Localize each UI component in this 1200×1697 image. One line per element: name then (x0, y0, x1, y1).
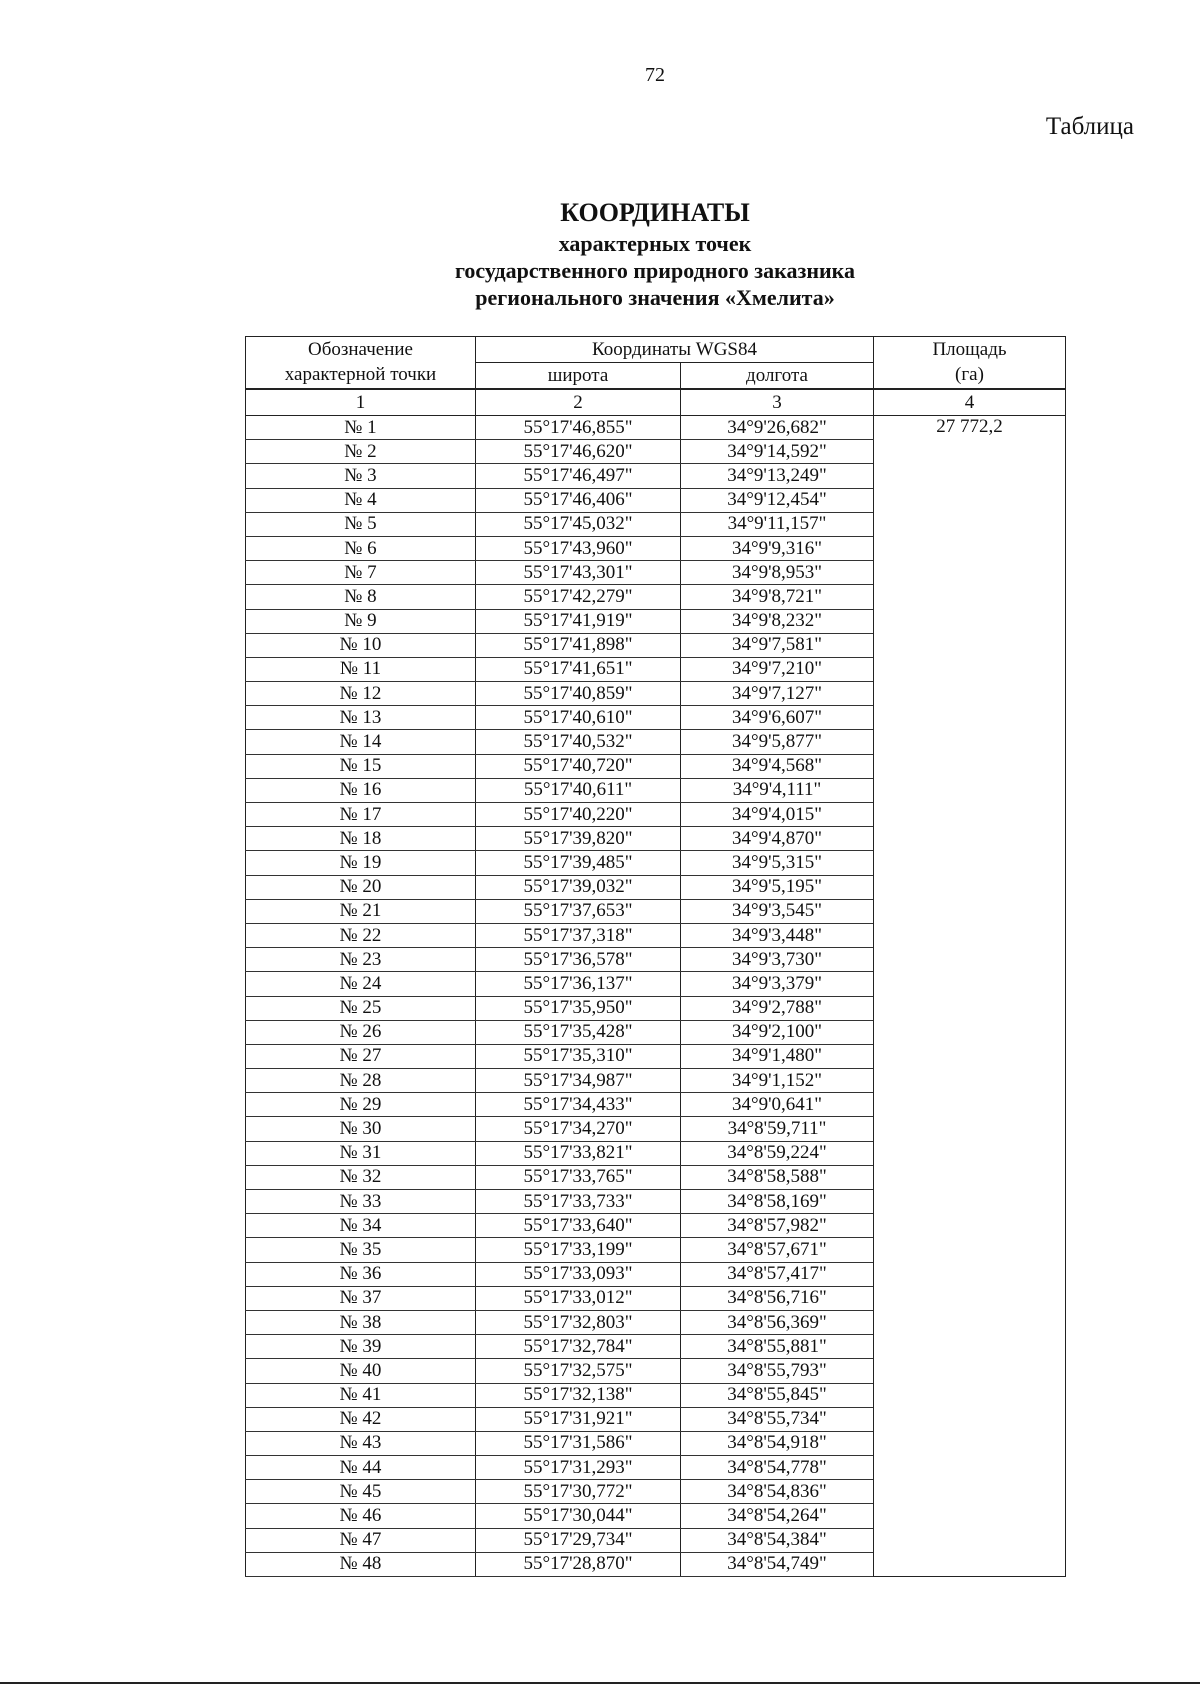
longitude-cell: 34°9'2,788" (681, 996, 874, 1020)
longitude-cell: 34°8'54,384" (681, 1528, 874, 1552)
point-cell: № 36 (246, 1262, 476, 1286)
point-cell: № 33 (246, 1190, 476, 1214)
latitude-cell: 55°17'46,497" (476, 464, 681, 488)
latitude-cell: 55°17'31,586" (476, 1431, 681, 1455)
point-cell: № 7 (246, 561, 476, 585)
longitude-cell: 34°9'7,210" (681, 657, 874, 681)
longitude-cell: 34°9'5,315" (681, 851, 874, 875)
point-cell: № 17 (246, 803, 476, 827)
point-cell: № 32 (246, 1165, 476, 1189)
latitude-cell: 55°17'32,784" (476, 1335, 681, 1359)
latitude-cell: 55°17'36,578" (476, 948, 681, 972)
longitude-cell: 34°8'56,716" (681, 1286, 874, 1310)
longitude-cell: 34°9'5,877" (681, 730, 874, 754)
longitude-cell: 34°9'2,100" (681, 1020, 874, 1044)
longitude-cell: 34°8'54,778" (681, 1456, 874, 1480)
longitude-cell: 34°8'59,224" (681, 1141, 874, 1165)
longitude-cell: 34°8'56,369" (681, 1310, 874, 1334)
latitude-cell: 55°17'45,032" (476, 512, 681, 536)
header-coords: Координаты WGS84 (476, 337, 874, 363)
title-line-1: КООРДИНАТЫ (560, 198, 750, 227)
header-point (246, 337, 476, 390)
latitude-cell: 55°17'43,301" (476, 561, 681, 585)
latitude-cell: 55°17'39,032" (476, 875, 681, 899)
latitude-cell: 55°17'46,855" (476, 416, 681, 440)
longitude-cell: 34°8'54,836" (681, 1480, 874, 1504)
point-cell: № 5 (246, 512, 476, 536)
latitude-cell: 55°17'40,532" (476, 730, 681, 754)
coordinates-table (245, 336, 1066, 1577)
latitude-cell: 55°17'40,611" (476, 778, 681, 802)
point-cell: № 39 (246, 1335, 476, 1359)
point-cell: № 9 (246, 609, 476, 633)
point-cell: № 3 (246, 464, 476, 488)
longitude-cell: 34°9'5,195" (681, 875, 874, 899)
point-cell: № 13 (246, 706, 476, 730)
latitude-cell: 55°17'37,653" (476, 899, 681, 923)
latitude-cell: 55°17'30,044" (476, 1504, 681, 1528)
point-cell: № 45 (246, 1480, 476, 1504)
longitude-cell: 34°9'9,316" (681, 536, 874, 560)
latitude-cell: 55°17'41,898" (476, 633, 681, 657)
latitude-cell: 55°17'39,820" (476, 827, 681, 851)
bottom-rule (0, 1682, 1200, 1684)
header-lon: долгота (681, 363, 874, 390)
longitude-cell: 34°8'54,264" (681, 1504, 874, 1528)
title-line-4: регионального значения «Хмелита» (475, 285, 835, 310)
longitude-cell: 34°8'58,169" (681, 1190, 874, 1214)
longitude-cell: 34°8'55,881" (681, 1335, 874, 1359)
point-cell: № 42 (246, 1407, 476, 1431)
longitude-cell: 34°9'13,249" (681, 464, 874, 488)
latitude-cell: 55°17'32,575" (476, 1359, 681, 1383)
point-cell: № 28 (246, 1069, 476, 1093)
longitude-cell: 34°9'0,641" (681, 1093, 874, 1117)
point-cell: № 19 (246, 851, 476, 875)
longitude-cell: 34°8'55,793" (681, 1359, 874, 1383)
column-number: 2 (476, 389, 681, 416)
latitude-cell: 55°17'32,138" (476, 1383, 681, 1407)
header-point-line-1: Обозначение (308, 339, 413, 360)
latitude-cell: 55°17'28,870" (476, 1552, 681, 1576)
longitude-cell: 34°9'7,127" (681, 682, 874, 706)
latitude-cell: 55°17'31,293" (476, 1456, 681, 1480)
point-cell: № 21 (246, 899, 476, 923)
latitude-cell: 55°17'35,428" (476, 1020, 681, 1044)
longitude-cell: 34°9'12,454" (681, 488, 874, 512)
latitude-cell: 55°17'32,803" (476, 1310, 681, 1334)
point-cell: № 29 (246, 1093, 476, 1117)
latitude-cell: 55°17'40,859" (476, 682, 681, 706)
point-cell: № 2 (246, 440, 476, 464)
longitude-cell: 34°9'8,953" (681, 561, 874, 585)
header-lat: широта (476, 363, 681, 390)
point-cell: № 48 (246, 1552, 476, 1576)
latitude-cell: 55°17'35,310" (476, 1044, 681, 1068)
longitude-cell: 34°9'8,721" (681, 585, 874, 609)
latitude-cell: 55°17'40,610" (476, 706, 681, 730)
point-cell: № 30 (246, 1117, 476, 1141)
point-cell: № 6 (246, 536, 476, 560)
page-number: 72 (645, 64, 665, 86)
area-cell: 27 772,2 (874, 416, 1066, 1577)
latitude-cell: 55°17'43,960" (476, 536, 681, 560)
point-cell: № 22 (246, 923, 476, 947)
column-number: 3 (681, 389, 874, 416)
latitude-cell: 55°17'39,485" (476, 851, 681, 875)
point-cell: № 18 (246, 827, 476, 851)
longitude-cell: 34°9'3,448" (681, 923, 874, 947)
latitude-cell: 55°17'37,318" (476, 923, 681, 947)
longitude-cell: 34°9'3,379" (681, 972, 874, 996)
latitude-cell: 55°17'42,279" (476, 585, 681, 609)
latitude-cell: 55°17'30,772" (476, 1480, 681, 1504)
latitude-cell: 55°17'33,733" (476, 1190, 681, 1214)
longitude-cell: 34°9'14,592" (681, 440, 874, 464)
longitude-cell: 34°8'54,918" (681, 1431, 874, 1455)
point-cell: № 25 (246, 996, 476, 1020)
header-area-line-1: Площадь (932, 339, 1007, 360)
latitude-cell: 55°17'34,270" (476, 1117, 681, 1141)
header-point-line-2: характерной точки (284, 364, 437, 385)
longitude-cell: 34°8'58,588" (681, 1165, 874, 1189)
longitude-cell: 34°9'8,232" (681, 609, 874, 633)
longitude-cell: 34°9'4,870" (681, 827, 874, 851)
longitude-cell: 34°9'6,607" (681, 706, 874, 730)
point-cell: № 11 (246, 657, 476, 681)
longitude-cell: 34°8'54,749" (681, 1552, 874, 1576)
title-line-2: характерных точек (558, 231, 752, 256)
longitude-cell: 34°9'1,480" (681, 1044, 874, 1068)
point-cell: № 43 (246, 1431, 476, 1455)
longitude-cell: 34°8'57,671" (681, 1238, 874, 1262)
point-cell: № 26 (246, 1020, 476, 1044)
longitude-cell: 34°8'55,734" (681, 1407, 874, 1431)
longitude-cell: 34°9'4,568" (681, 754, 874, 778)
table-row (246, 416, 1066, 440)
header-area (874, 337, 1066, 390)
latitude-cell: 55°17'34,987" (476, 1069, 681, 1093)
header-area-line-2: (га) (955, 364, 984, 385)
latitude-cell: 55°17'40,220" (476, 803, 681, 827)
coordinates-table-body (246, 416, 1066, 1577)
latitude-cell: 55°17'41,919" (476, 609, 681, 633)
latitude-cell: 55°17'31,921" (476, 1407, 681, 1431)
document-title (0, 196, 1200, 311)
point-cell: № 44 (246, 1456, 476, 1480)
point-cell: № 41 (246, 1383, 476, 1407)
point-cell: № 47 (246, 1528, 476, 1552)
point-cell: № 14 (246, 730, 476, 754)
point-cell: № 1 (246, 416, 476, 440)
latitude-cell: 55°17'46,620" (476, 440, 681, 464)
latitude-cell: 55°17'33,012" (476, 1286, 681, 1310)
point-cell: № 10 (246, 633, 476, 657)
point-cell: № 12 (246, 682, 476, 706)
point-cell: № 24 (246, 972, 476, 996)
longitude-cell: 34°9'26,682" (681, 416, 874, 440)
point-cell: № 31 (246, 1141, 476, 1165)
longitude-cell: 34°8'55,845" (681, 1383, 874, 1407)
longitude-cell: 34°9'3,730" (681, 948, 874, 972)
longitude-cell: 34°9'7,581" (681, 633, 874, 657)
longitude-cell: 34°9'4,111" (681, 778, 874, 802)
latitude-cell: 55°17'40,720" (476, 754, 681, 778)
longitude-cell: 34°9'3,545" (681, 899, 874, 923)
column-number: 4 (874, 389, 1066, 416)
longitude-cell: 34°9'11,157" (681, 512, 874, 536)
column-number: 1 (246, 389, 476, 416)
latitude-cell: 55°17'35,950" (476, 996, 681, 1020)
point-cell: № 38 (246, 1310, 476, 1334)
point-cell: № 16 (246, 778, 476, 802)
point-cell: № 37 (246, 1286, 476, 1310)
point-cell: № 15 (246, 754, 476, 778)
longitude-cell: 34°9'4,015" (681, 803, 874, 827)
latitude-cell: 55°17'36,137" (476, 972, 681, 996)
longitude-cell: 34°8'59,711" (681, 1117, 874, 1141)
point-cell: № 4 (246, 488, 476, 512)
longitude-cell: 34°8'57,417" (681, 1262, 874, 1286)
latitude-cell: 55°17'33,640" (476, 1214, 681, 1238)
table-label: Таблица (1045, 113, 1134, 140)
point-cell: № 40 (246, 1359, 476, 1383)
latitude-cell: 55°17'33,765" (476, 1165, 681, 1189)
longitude-cell: 34°9'1,152" (681, 1069, 874, 1093)
title-line-3: государственного природного заказника (454, 258, 856, 283)
latitude-cell: 55°17'46,406" (476, 488, 681, 512)
point-cell: № 20 (246, 875, 476, 899)
point-cell: № 35 (246, 1238, 476, 1262)
latitude-cell: 55°17'33,821" (476, 1141, 681, 1165)
latitude-cell: 55°17'41,651" (476, 657, 681, 681)
latitude-cell: 55°17'33,093" (476, 1262, 681, 1286)
latitude-cell: 55°17'29,734" (476, 1528, 681, 1552)
latitude-cell: 55°17'33,199" (476, 1238, 681, 1262)
latitude-cell: 55°17'34,433" (476, 1093, 681, 1117)
point-cell: № 34 (246, 1214, 476, 1238)
point-cell: № 46 (246, 1504, 476, 1528)
point-cell: № 27 (246, 1044, 476, 1068)
longitude-cell: 34°8'57,982" (681, 1214, 874, 1238)
point-cell: № 23 (246, 948, 476, 972)
point-cell: № 8 (246, 585, 476, 609)
